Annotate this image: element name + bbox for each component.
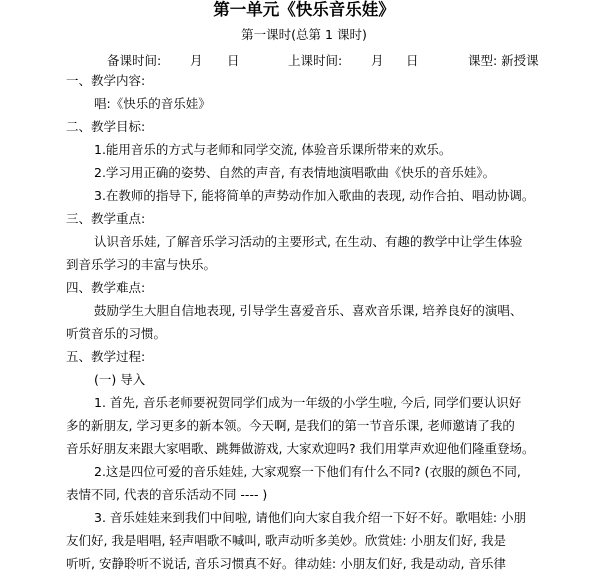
process-para-3-line-2: 友们好, 我是唱唱, 轻声唱歌不喊叫, 歌声动听多美妙。欣赏娃: 小朋友们好, 我是 [66, 533, 506, 548]
process-para-1-line-2: 多的新朋友, 学习更多的新本领。今天啊, 是我们的第一节音乐课, 老师邀请了我的 [66, 418, 515, 433]
process-para-1-line-1: 1. 首先, 音乐老师要祝贺同学们成为一年级的小学生啦, 今后, 同学们要认识好 [94, 395, 522, 410]
class-day-label: 日 [406, 53, 419, 68]
key-points-line-1: 认识音乐娃, 了解音乐学习活动的主要形式, 在生动、有趣的教学中让学生体验 [94, 234, 523, 249]
class-time-label: 上课时间: [288, 53, 343, 68]
section-heading-difficulties: 四、教学难点: [66, 280, 146, 295]
prep-time-label: 备课时间: [107, 53, 162, 68]
section-heading-key-points: 三、教学重点: [66, 211, 146, 226]
process-para-2-line-1: 2.这是四位可爱的音乐娃娃, 大家观察一下他们有什么不同? (衣服的颜色不同, [94, 464, 521, 479]
content-item: 唱:《快乐的音乐娃》 [94, 96, 211, 111]
process-subsection-intro: (一) 导入 [94, 372, 146, 387]
section-heading-content: 一、教学内容: [66, 73, 146, 88]
lesson-period: 第一课时(总第 1 课时) [241, 27, 367, 42]
page-right-margin [596, 0, 608, 554]
document-title: 第一单元《快乐音乐娃》 [213, 0, 395, 19]
section-heading-objectives: 二、教学目标: [66, 119, 146, 134]
process-para-3-line-3: 听听, 安静聆听不说话, 音乐习惯真不好。律动娃: 小朋友们好, 我是动动, 音乐律 [66, 556, 506, 571]
objective-item-3: 3.在教师的指导下, 能将简单的声势动作加入歌曲的表现, 动作合拍、唱动协调。 [94, 188, 535, 203]
prep-month-label: 月 [190, 53, 203, 68]
process-para-1-line-3: 音乐好朋友来跟大家唱歌、跳舞做游戏, 大家欢迎吗? 我们用掌声欢迎他们隆重登场。 [66, 441, 535, 456]
key-points-line-2: 到音乐学习的丰富与快乐。 [66, 257, 217, 272]
class-month-label: 月 [371, 53, 384, 68]
lesson-type-label: 课型: 新授课 [468, 53, 539, 68]
difficulties-line-1: 鼓励学生大胆自信地表现, 引导学生喜爱音乐、喜欢音乐课, 培养良好的演唱、 [94, 303, 523, 318]
process-para-3-line-1: 3. 音乐娃娃来到我们中间啦, 请他们向大家自我介绍一下好不好。歌唱娃: 小朋 [94, 510, 527, 525]
section-heading-process: 五、教学过程: [66, 349, 146, 364]
objective-item-1: 1.能用音乐的方式与老师和同学交流, 体验音乐课所带来的欢乐。 [94, 142, 452, 157]
prep-day-label: 日 [227, 53, 240, 68]
difficulties-line-2: 听赏音乐的习惯。 [66, 326, 167, 341]
process-para-2-line-2: 表情不同, 代表的音乐活动不同 ---- ) [66, 487, 268, 502]
objective-item-2: 2.学习用正确的姿势、自然的声音, 有表情地演唱歌曲《快乐的音乐娃》。 [94, 165, 496, 180]
